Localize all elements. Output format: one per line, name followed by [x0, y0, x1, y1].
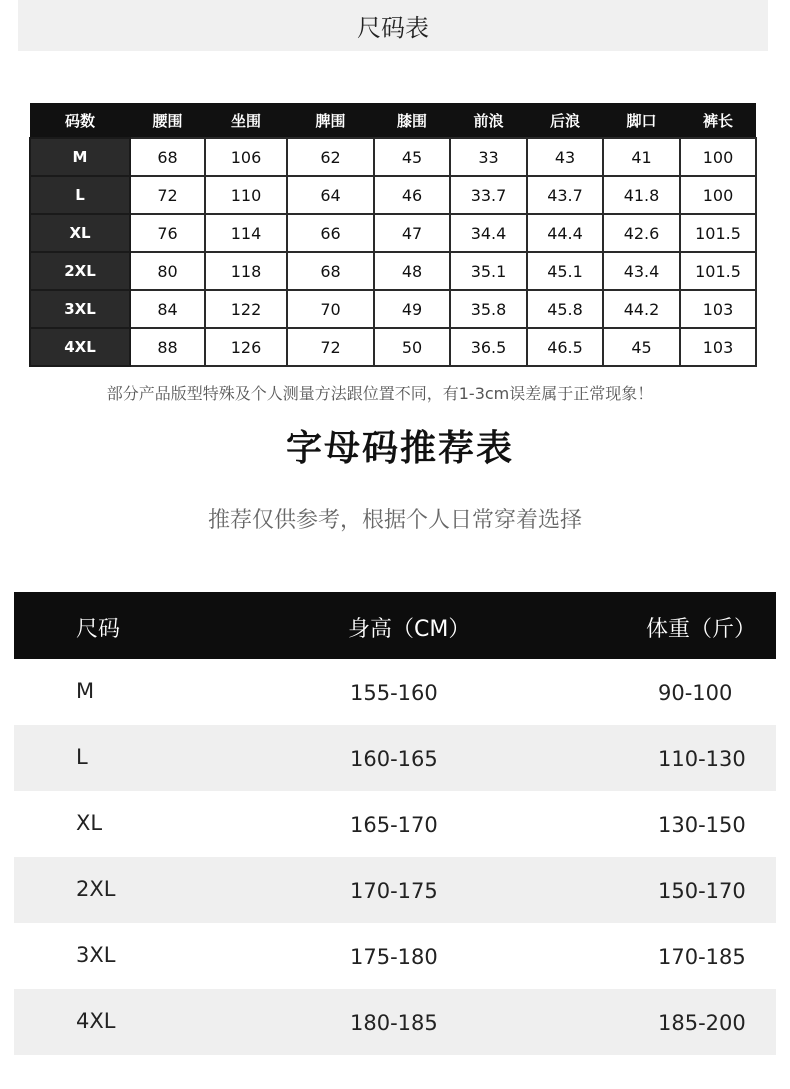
- measurement-cell: 118: [205, 252, 287, 290]
- size-table-row: [30, 290, 756, 328]
- recommend-row: [14, 725, 776, 791]
- measurement-cell: 76: [130, 214, 205, 252]
- measurement-cell: 106: [205, 138, 287, 176]
- measurement-cell: 45: [603, 328, 680, 366]
- measurement-note: 部分产品版型特殊及个人测量方法跟位置不同，有1-3cm误差属于正常现象！: [106, 384, 654, 403]
- size-table-header-cell: 后浪: [527, 103, 603, 138]
- size-table-row: [30, 328, 756, 366]
- page-title: 尺码表: [357, 14, 429, 42]
- measurement-cell: 33: [450, 138, 527, 176]
- measurement-cell: 45: [374, 138, 450, 176]
- measurement-cell: 126: [205, 328, 287, 366]
- measurement-cell: 100: [680, 176, 756, 214]
- page-title-bar: [18, 0, 768, 51]
- recommend-weight: 185-200: [658, 1011, 746, 1035]
- measurement-cell: 42.6: [603, 214, 680, 252]
- size-label-cell: 3XL: [30, 290, 130, 328]
- size-label-cell: 4XL: [30, 328, 130, 366]
- size-table-header-cell: 膝围: [374, 103, 450, 138]
- measurement-cell: 72: [287, 328, 374, 366]
- measurement-cell: 33.7: [450, 176, 527, 214]
- size-table-row: [30, 252, 756, 290]
- recommend-height: 170-175: [350, 879, 438, 903]
- size-table-header-cell: 腰围: [130, 103, 205, 138]
- measurement-cell: 100: [680, 138, 756, 176]
- size-table-header-cell: 坐围: [205, 103, 287, 138]
- size-table-row: [30, 176, 756, 214]
- recommend-header-weight: 体重（斤）: [646, 617, 757, 642]
- measurement-cell: 34.4: [450, 214, 527, 252]
- recommend-size: 2XL: [76, 877, 116, 901]
- size-table-row: [30, 138, 756, 176]
- measurement-cell: 66: [287, 214, 374, 252]
- measurement-cell: 49: [374, 290, 450, 328]
- measurement-cell: 44.4: [527, 214, 603, 252]
- recommend-size: 4XL: [76, 1009, 116, 1033]
- measurement-cell: 101.5: [680, 252, 756, 290]
- measurement-cell: 84: [130, 290, 205, 328]
- measurement-cell: 43.7: [527, 176, 603, 214]
- size-label-cell: M: [30, 138, 130, 176]
- recommend-size: XL: [76, 811, 103, 835]
- recommend-header-size: 尺码: [76, 617, 121, 642]
- measurement-cell: 70: [287, 290, 374, 328]
- measurement-cell: 72: [130, 176, 205, 214]
- recommend-height: 165-170: [350, 813, 438, 837]
- size-label-cell: L: [30, 176, 130, 214]
- recommend-size: M: [76, 679, 95, 703]
- recommend-subheading: 推荐仅供参考，根据个人日常穿着选择: [207, 508, 582, 533]
- measurement-cell: 88: [130, 328, 205, 366]
- recommend-weight: 150-170: [658, 879, 746, 903]
- recommend-header-height: 身高（CM）: [348, 617, 471, 642]
- size-label-cell: 2XL: [30, 252, 130, 290]
- measurement-cell: 44.2: [603, 290, 680, 328]
- recommend-row: [14, 659, 776, 725]
- measurement-cell: 50: [374, 328, 450, 366]
- size-table-header-cell: 码数: [30, 103, 130, 138]
- recommend-size: L: [76, 745, 88, 769]
- size-measurement-table: [29, 103, 757, 367]
- recommend-height: 180-185: [350, 1011, 438, 1035]
- size-table-header-cell: 脾围: [287, 103, 374, 138]
- measurement-cell: 46.5: [527, 328, 603, 366]
- measurement-cell: 68: [287, 252, 374, 290]
- measurement-cell: 35.1: [450, 252, 527, 290]
- recommend-weight: 170-185: [658, 945, 746, 969]
- measurement-cell: 48: [374, 252, 450, 290]
- measurement-cell: 80: [130, 252, 205, 290]
- recommend-table: [14, 592, 776, 1055]
- recommend-heading: 字母码推荐表: [285, 428, 514, 469]
- measurement-cell: 47: [374, 214, 450, 252]
- measurement-cell: 114: [205, 214, 287, 252]
- recommend-height: 155-160: [350, 681, 438, 705]
- recommend-height: 175-180: [350, 945, 438, 969]
- recommend-row: [14, 923, 776, 989]
- recommend-weight: 110-130: [658, 747, 746, 771]
- recommend-row: [14, 989, 776, 1055]
- measurement-cell: 62: [287, 138, 374, 176]
- measurement-cell: 45.8: [527, 290, 603, 328]
- measurement-cell: 43.4: [603, 252, 680, 290]
- size-table-header-cell: 裤长: [680, 103, 756, 138]
- size-table-row: [30, 214, 756, 252]
- size-table-header-row: [30, 103, 756, 138]
- recommend-weight: 90-100: [658, 681, 733, 705]
- recommend-size: 3XL: [76, 943, 116, 967]
- measurement-cell: 41: [603, 138, 680, 176]
- size-table-header-cell: 前浪: [450, 103, 527, 138]
- measurement-cell: 41.8: [603, 176, 680, 214]
- recommend-height: 160-165: [350, 747, 438, 771]
- measurement-cell: 45.1: [527, 252, 603, 290]
- recommend-row: [14, 791, 776, 857]
- measurement-cell: 110: [205, 176, 287, 214]
- measurement-cell: 64: [287, 176, 374, 214]
- recommend-row: [14, 857, 776, 923]
- size-label-cell: XL: [30, 214, 130, 252]
- recommend-table-header: [14, 592, 776, 659]
- size-table-header-cell: 脚口: [603, 103, 680, 138]
- measurement-cell: 103: [680, 328, 756, 366]
- measurement-cell: 46: [374, 176, 450, 214]
- measurement-cell: 68: [130, 138, 205, 176]
- measurement-cell: 101.5: [680, 214, 756, 252]
- measurement-cell: 36.5: [450, 328, 527, 366]
- measurement-cell: 35.8: [450, 290, 527, 328]
- measurement-cell: 43: [527, 138, 603, 176]
- measurement-cell: 103: [680, 290, 756, 328]
- recommend-weight: 130-150: [658, 813, 746, 837]
- measurement-cell: 122: [205, 290, 287, 328]
